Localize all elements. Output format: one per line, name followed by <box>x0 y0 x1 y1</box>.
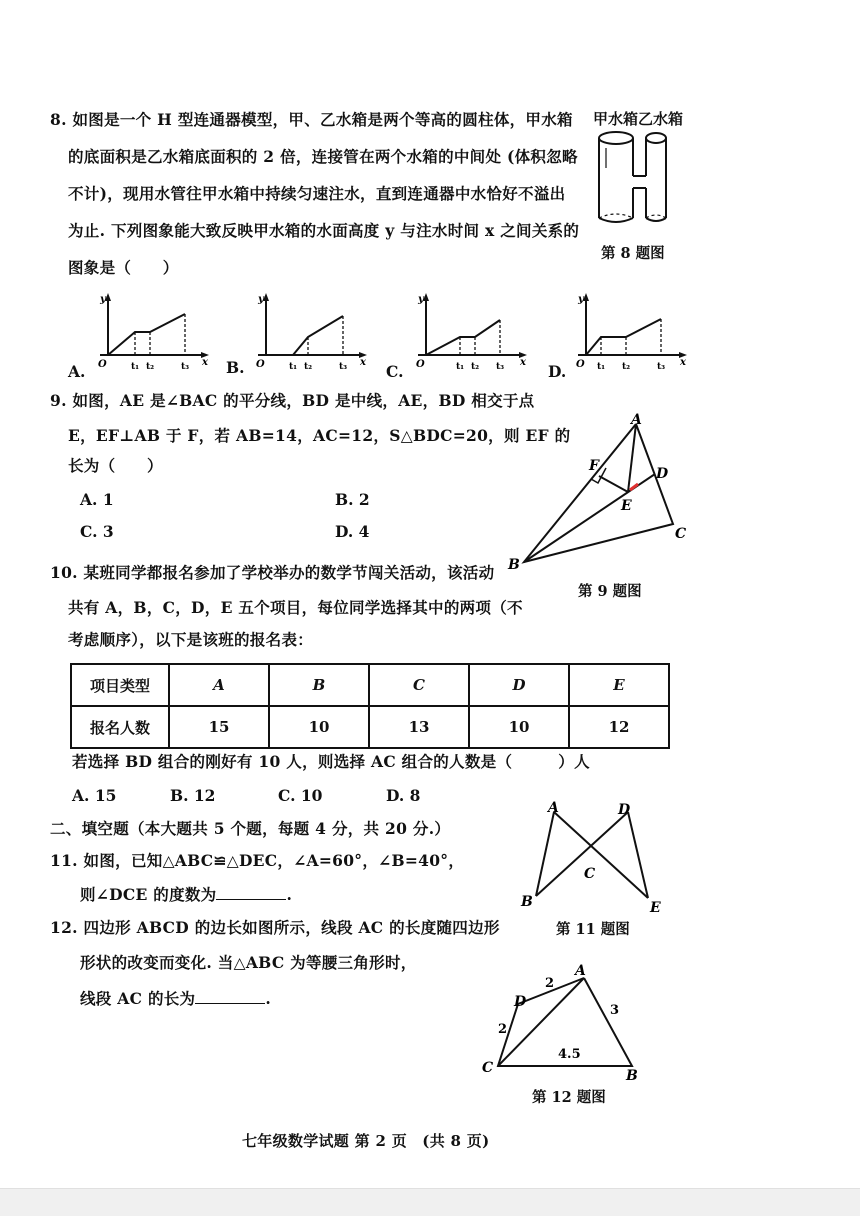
viewer-bottom-bar <box>0 1188 860 1216</box>
q12-answer-blank[interactable] <box>195 988 265 1004</box>
q10-question-end: ）人 <box>558 752 590 771</box>
q9-point-e: E <box>621 498 632 514</box>
table-header-cell: 报名人数 <box>71 706 169 748</box>
q12-point-a: A <box>575 963 586 979</box>
section-2-heading: 二、填空题（本大题共 5 个题，每题 4 分，共 20 分.） <box>50 819 451 838</box>
graph-a-t1: t₁ <box>131 362 140 372</box>
graph-c-t1: t₁ <box>456 362 465 372</box>
q10-option-c[interactable]: C. 10 <box>278 786 323 805</box>
page-footer: 七年级数学试题 第 2 页 (共 8 页) <box>242 1132 490 1150</box>
q10-option-a[interactable]: A. 15 <box>72 786 117 805</box>
q9-option-b[interactable]: B. 2 <box>335 490 370 509</box>
graph-b-y-label: y <box>258 294 264 305</box>
graph-a-origin: O <box>98 359 107 370</box>
graph-b-x-label: x <box>360 357 366 368</box>
graph-a[interactable] <box>90 292 210 377</box>
graph-b[interactable] <box>248 292 368 377</box>
q9-line-1: 9. 如图，AE 是∠BAC 的平分线，BD 是中线，AE，BD 相交于点 <box>50 391 535 410</box>
q11-point-e: E <box>650 900 661 916</box>
q10-option-b[interactable]: B. 12 <box>170 786 216 805</box>
q9-point-d: D <box>656 466 669 482</box>
q9-triangle-figure <box>505 412 695 582</box>
h-connector-figure <box>596 128 676 238</box>
q8-line-1: 8. 如图是一个 H 型连通器模型，甲、乙水箱是两个等高的圆柱体，甲水箱 <box>50 110 573 129</box>
q12-point-d: D <box>514 994 527 1010</box>
table-cell: C <box>369 664 469 706</box>
q9-option-d[interactable]: D. 4 <box>335 522 370 541</box>
graph-a-y-label: y <box>100 294 106 305</box>
graph-d[interactable] <box>568 292 688 377</box>
q9-point-b: B <box>508 557 520 573</box>
q9-option-a[interactable]: A. 1 <box>80 490 114 509</box>
q12-line-2: 形状的改变而变化. 当△ABC 为等腰三角形时， <box>80 953 417 972</box>
graph-c-origin: O <box>416 359 425 370</box>
q12-length-dc: 2 <box>498 1022 508 1037</box>
graph-d-x-label: x <box>680 357 686 368</box>
table-cell: D <box>469 664 569 706</box>
table-cell: 12 <box>569 706 669 748</box>
graph-d-t2: t₂ <box>622 362 631 372</box>
q8-line-5: 图象是（ ） <box>68 258 179 277</box>
graph-b-t2: t₂ <box>304 362 313 372</box>
q12-length-cb: 4.5 <box>558 1047 581 1062</box>
q10-option-d[interactable]: D. 8 <box>386 786 421 805</box>
q12-point-b: B <box>626 1068 638 1084</box>
q12-line-3-end: . <box>265 989 272 1008</box>
q10-question-text: 若选择 BD 组合的刚好有 10 人，则选择 AC 组合的人数是（ <box>72 752 513 771</box>
q8-figure-caption: 第 8 题图 <box>601 245 665 262</box>
graph-a-t2: t₂ <box>146 362 155 372</box>
q8-line-4: 为止. 下列图象能大致反映甲水箱的水面高度 y 与注水时间 x 之间关系的 <box>68 221 580 240</box>
q11-answer-blank[interactable] <box>216 884 286 900</box>
q10-line-3: 考虑顺序），以下是该班的报名表： <box>68 630 314 649</box>
q9-line-3: 长为（ ） <box>68 456 163 475</box>
q8-option-d[interactable]: D. <box>548 362 567 381</box>
q11-point-c: C <box>584 866 596 882</box>
q12-point-c: C <box>482 1060 494 1076</box>
graph-d-t1: t₁ <box>597 362 606 372</box>
q10-line-2: 共有 A，B，C，D，E 五个项目，每位同学选择其中的两项（不 <box>68 598 523 617</box>
q12-figure-caption: 第 12 题图 <box>532 1089 606 1106</box>
q12-length-ad: 2 <box>545 976 555 991</box>
table-row <box>71 706 669 748</box>
q12-line-3 <box>80 988 271 1009</box>
q10-line-1: 10. 某班同学都报名参加了学校举办的数学节闯关活动，该活动 <box>50 563 495 582</box>
graph-a-t3: t₃ <box>181 362 190 372</box>
table-cell: A <box>169 664 269 706</box>
table-row <box>71 664 669 706</box>
graph-c-x-label: x <box>520 357 526 368</box>
q12-line-3-text: 线段 AC 的长为 <box>80 989 196 1008</box>
graph-c-t3: t₃ <box>496 362 505 372</box>
q11-line-1: 11. 如图，已知△ABC≌△DEC，∠A=60°，∠B=40°， <box>50 851 465 870</box>
table-cell: 10 <box>269 706 369 748</box>
q11-line-2-end: . <box>286 885 293 904</box>
q9-point-a: A <box>631 412 642 428</box>
table-cell: 13 <box>369 706 469 748</box>
table-header-cell: 项目类型 <box>71 664 169 706</box>
q8-line-3: 不计)，现用水管往甲水箱中持续匀速注水，直到连通器中水恰好不溢出 <box>68 184 566 203</box>
q8-line-2: 的底面积是乙水箱底面积的 2 倍，连接管在两个水箱的中间处 (体积忽略 <box>68 147 578 166</box>
registration-table <box>70 663 670 749</box>
q9-point-c: C <box>675 526 687 542</box>
q11-line-2 <box>80 884 292 905</box>
graph-b-t3: t₃ <box>339 362 348 372</box>
graph-d-origin: O <box>576 359 585 370</box>
graph-b-t1: t₁ <box>289 362 298 372</box>
graph-b-origin: O <box>256 359 265 370</box>
q12-line-1: 12. 四边形 ABCD 的边长如图所示，线段 AC 的长度随四边形 <box>50 918 500 937</box>
q11-figure <box>516 800 666 915</box>
graph-d-y-label: y <box>578 294 584 305</box>
q9-line-2: E，EF⊥AB 于 F，若 AB=14，AC=12，S△BDC=20，则 EF 的 <box>68 426 571 445</box>
q11-point-d: D <box>618 802 631 818</box>
graph-a-x-label: x <box>202 357 208 368</box>
graph-d-t3: t₃ <box>657 362 666 372</box>
q12-length-ab: 3 <box>610 1003 620 1018</box>
q11-line-2-text: 则∠DCE 的度数为 <box>80 885 217 904</box>
q10-question <box>72 752 590 772</box>
q9-point-f: F <box>589 458 599 474</box>
q12-quadrilateral-figure <box>480 962 650 1084</box>
q9-option-c[interactable]: C. 3 <box>80 522 114 541</box>
graph-c[interactable] <box>408 292 528 377</box>
q8-figure-label: 甲水箱乙水箱 <box>593 110 684 128</box>
q8-option-a[interactable]: A. <box>68 362 86 381</box>
q11-point-a: A <box>548 800 559 816</box>
q11-figure-caption: 第 11 题图 <box>556 921 630 938</box>
graph-c-t2: t₂ <box>471 362 480 372</box>
table-cell: 10 <box>469 706 569 748</box>
table-cell: E <box>569 664 669 706</box>
table-cell: 15 <box>169 706 269 748</box>
q8-option-c[interactable]: C. <box>386 362 404 381</box>
graph-c-y-label: y <box>418 294 424 305</box>
q8-option-b[interactable]: B. <box>226 358 245 377</box>
q9-figure-caption: 第 9 题图 <box>578 583 642 600</box>
table-cell: B <box>269 664 369 706</box>
q11-point-b: B <box>521 894 533 910</box>
